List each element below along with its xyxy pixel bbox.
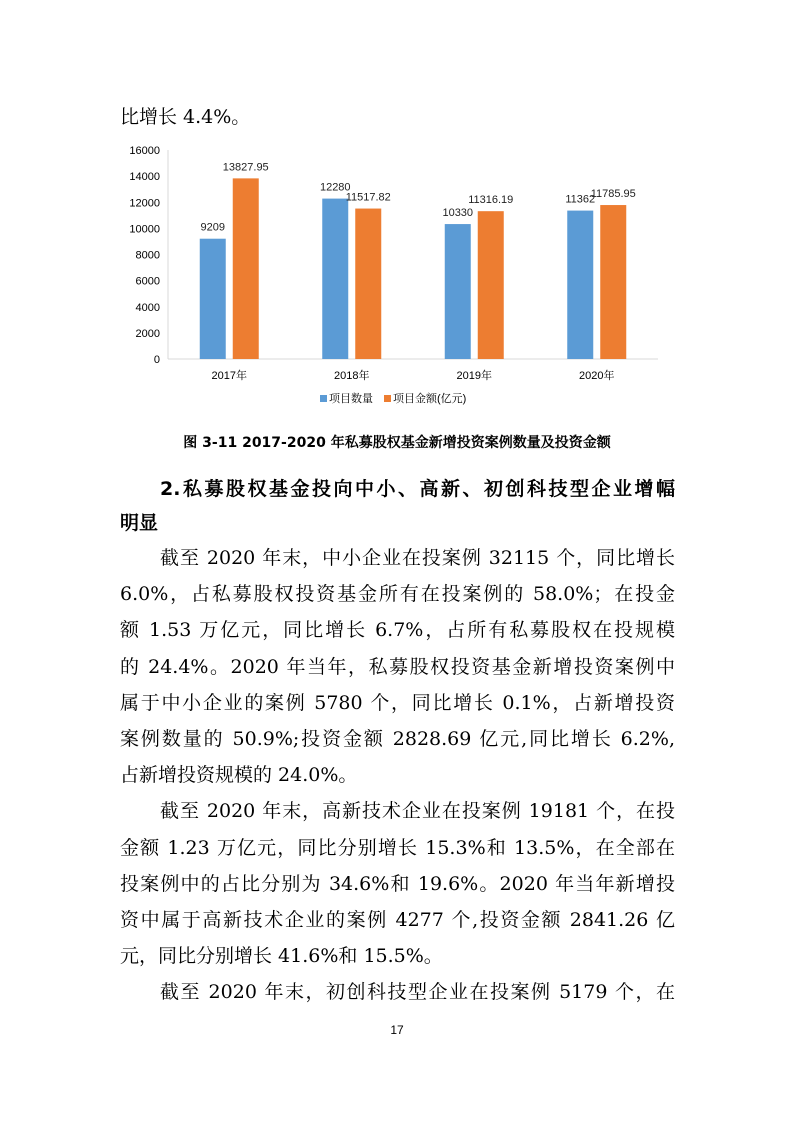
data-label: 13827.95 bbox=[222, 161, 269, 174]
y-tick-label: 2000 bbox=[135, 327, 160, 340]
bar-amount bbox=[233, 178, 259, 359]
legend-swatch bbox=[384, 395, 391, 402]
y-tick-label: 14000 bbox=[129, 171, 160, 184]
bar-count bbox=[322, 199, 348, 359]
data-label: 12280 bbox=[319, 181, 351, 194]
data-label: 11316.19 bbox=[468, 194, 514, 207]
paragraph-line: 投案例中的占比分别为 34.6%和 19.6%。2020 年当年新增投 bbox=[120, 872, 675, 895]
data-label: 9209 bbox=[200, 221, 225, 234]
paragraph-line: 金额 1.23 万亿元，同比分别增长 15.3%和 13.5%，在全部在 bbox=[120, 836, 675, 859]
legend-label: 项目数量 bbox=[329, 393, 373, 405]
y-tick-label: 6000 bbox=[135, 275, 160, 288]
y-tick-label: 4000 bbox=[135, 301, 160, 314]
y-tick-label: 12000 bbox=[129, 197, 160, 210]
y-tick-label: 8000 bbox=[135, 249, 160, 262]
y-tick-label: 16000 bbox=[129, 145, 160, 157]
section-heading: 明显 bbox=[120, 512, 159, 534]
paragraph-line: 截至 2020 年末，中小企业在投案例 32115 个，同比增长 bbox=[160, 547, 675, 569]
bar-chart bbox=[110, 140, 670, 420]
data-label: 11785.95 bbox=[590, 188, 636, 201]
x-tick-label: 2020年 bbox=[579, 370, 615, 382]
page-number: 17 bbox=[390, 1023, 404, 1037]
bar-count bbox=[445, 224, 471, 359]
paragraph-line: 案例数量的 50.9%;投资金额 2828.69 亿元,同比增长 6.2%, bbox=[120, 728, 675, 750]
legend-label: 项目金额(亿元) bbox=[393, 393, 467, 405]
bar-count bbox=[200, 239, 226, 359]
paragraph-line: 资中属于高新技术企业的案例 4277 个,投资金额 2841.26 亿 bbox=[120, 909, 675, 931]
bar-amount bbox=[478, 211, 504, 359]
bar-amount bbox=[355, 209, 381, 359]
paragraph-line: 属于中小企业的案例 5780 个，同比增长 0.1%，占新增投资 bbox=[120, 691, 675, 714]
data-label: 11517.82 bbox=[345, 191, 391, 204]
paragraph-line: 截至 2020 年末，高新技术企业在投案例 19181 个，在投 bbox=[160, 800, 675, 823]
figure-caption: 图 3-11 2017-2020 年私募股权基金新增投资案例数量及投资金额 bbox=[183, 435, 611, 451]
x-tick-label: 2017年 bbox=[211, 370, 247, 382]
section-heading: 2.私募股权基金投向中小、高新、初创科技型企业增幅 bbox=[160, 478, 675, 500]
data-label: 10330 bbox=[442, 207, 474, 220]
lead-line: 比增长 4.4%。 bbox=[120, 106, 251, 128]
x-tick-label: 2019年 bbox=[456, 370, 492, 382]
paragraph-line: 元，同比分别增长 41.6%和 15.5%。 bbox=[120, 945, 443, 968]
paragraph-line: 占新增投资规模的 24.0%。 bbox=[120, 764, 358, 787]
bar-count bbox=[567, 211, 593, 359]
legend-swatch bbox=[320, 395, 327, 402]
paragraph-line: 截至 2020 年末，初创科技型企业在投案例 5179 个，在 bbox=[160, 981, 675, 1004]
y-tick-label: 10000 bbox=[129, 223, 160, 236]
data-label: 11362 bbox=[565, 193, 596, 206]
paragraph-line: 6.0%，占私募股权投资基金所有在投案例的 58.0%；在投金 bbox=[120, 583, 675, 606]
x-tick-label: 2018年 bbox=[334, 370, 370, 382]
paragraph-line: 的 24.4%。2020 年当年，私募股权投资基金新增投资案例中 bbox=[120, 655, 675, 678]
bar-amount bbox=[600, 205, 626, 359]
y-tick-label: 0 bbox=[153, 354, 160, 366]
paragraph-line: 额 1.53 万亿元，同比增长 6.7%，占所有私募股权在投规模 bbox=[120, 619, 675, 642]
